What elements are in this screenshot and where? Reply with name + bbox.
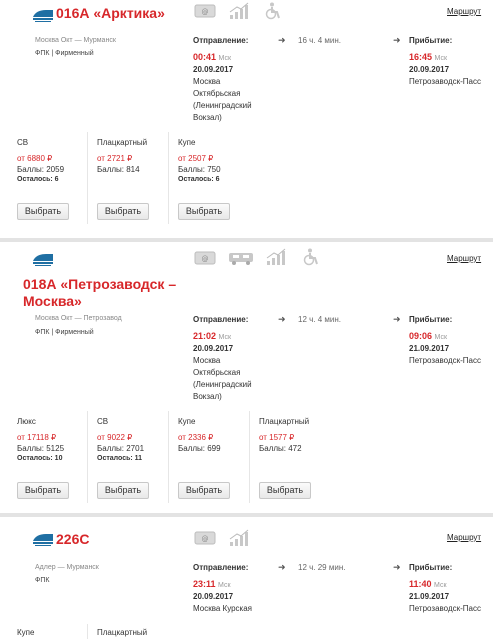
- seats-left: Осталось: 6: [178, 176, 220, 183]
- card-separator: [0, 513, 493, 517]
- class-points: Баллы: 699: [178, 444, 221, 453]
- train-number[interactable]: 016А «Арктика»: [56, 5, 165, 21]
- departure-time: 00:41 Мск: [193, 52, 232, 62]
- arrow-icon: ➜: [393, 35, 401, 45]
- class-name: СВ: [97, 417, 109, 426]
- departure-date: 20.09.2017: [193, 344, 234, 353]
- select-button[interactable]: Выбрать: [17, 482, 69, 499]
- travel-duration: 12 ч. 4 мин.: [298, 315, 342, 324]
- class-name: Плацкартный: [97, 628, 148, 637]
- train-icon: [32, 531, 54, 547]
- train-number[interactable]: 018А «Петрозаводск – Москва»: [23, 276, 177, 309]
- class-lux: [17, 417, 92, 462]
- train-number[interactable]: 226С: [56, 531, 90, 547]
- travel-duration: 12 ч. 29 мин.: [298, 563, 346, 572]
- arrival-station: Петрозаводск-Пасс: [409, 604, 481, 613]
- route-link[interactable]: Маршрут: [447, 7, 482, 16]
- arrow-icon: ➜: [278, 562, 286, 572]
- arrow-icon: ➜: [393, 562, 401, 572]
- departure-time: 21:02 Мск: [193, 331, 232, 341]
- class-price: от 2336 ₽: [178, 433, 214, 442]
- class-points: Баллы: 750: [178, 165, 221, 174]
- departure-label: Отправление:: [193, 315, 249, 324]
- class-sv: [17, 138, 92, 183]
- train-card: [0, 518, 493, 639]
- class-price: от 2507 ₽: [178, 154, 214, 163]
- class-name: Люкс: [17, 417, 36, 426]
- class-price: от 6880 ₽: [17, 154, 53, 163]
- select-button[interactable]: Выбрать: [97, 203, 149, 220]
- arrival-date: 21.09.2017: [409, 344, 450, 353]
- class-points: Баллы: 814: [97, 165, 140, 174]
- arrival-time: 11:40 Мск: [409, 579, 447, 589]
- class-sv: [97, 417, 172, 462]
- train-route: Адлер — Мурманск: [35, 564, 99, 571]
- train-route: Москва Окт — Мурманск: [35, 37, 116, 44]
- class-kupe: [178, 138, 253, 183]
- car-icon: [228, 250, 254, 268]
- arrival-date: 20.09.2017: [409, 65, 450, 74]
- arrival-date: 21.09.2017: [409, 592, 450, 601]
- train-icon: [32, 7, 54, 23]
- class-kupe: [178, 417, 253, 453]
- train-route: Москва Окт — Петрозавод: [35, 315, 122, 322]
- arrival-label: Прибытие:: [409, 563, 453, 572]
- train-carrier: ФПК | Фирменный: [35, 50, 94, 57]
- class-name: Плацкартный: [97, 138, 148, 147]
- wheelchair-icon: [264, 2, 282, 20]
- class-price: от 9022 ₽: [97, 433, 133, 442]
- ticket-icon: [194, 3, 216, 21]
- select-button[interactable]: Выбрать: [259, 482, 311, 499]
- class-name: Купе: [178, 138, 196, 147]
- arrival-time: 09:06 Мск: [409, 331, 448, 341]
- departure-time: 23:11 Мск: [193, 579, 231, 589]
- class-name: Плацкартный: [259, 417, 310, 426]
- class-name: Купе: [178, 417, 196, 426]
- departure-station: Москва Курская: [193, 604, 253, 613]
- chart-icon: [229, 2, 249, 20]
- train-icon: [32, 251, 54, 267]
- arrival-label: Прибытие:: [409, 36, 453, 45]
- train-card: [0, 0, 493, 238]
- class-price: от 1577 ₽: [259, 433, 295, 442]
- departure-label: Отправление:: [193, 563, 249, 572]
- card-separator: [0, 238, 493, 242]
- class-name: Купе: [17, 628, 35, 637]
- departure-station: Москва Октябрьская (Ленинградский Вокзал): [193, 77, 252, 122]
- chart-icon: [229, 529, 249, 547]
- class-kupe: [17, 628, 92, 639]
- svg-text:@: @: [201, 535, 209, 543]
- select-button[interactable]: Выбрать: [97, 482, 149, 499]
- arrival-label: Прибытие:: [409, 315, 453, 324]
- travel-duration: 16 ч. 4 мин.: [298, 36, 342, 45]
- arrival-time: 16:45 Мск: [409, 52, 448, 62]
- ticket-icon: [194, 530, 216, 548]
- class-points: Баллы: 2701: [97, 444, 145, 453]
- departure-date: 20.09.2017: [193, 592, 234, 601]
- class-price: от 2721 ₽: [97, 154, 133, 163]
- select-button[interactable]: Выбрать: [178, 203, 230, 220]
- select-button[interactable]: Выбрать: [178, 482, 230, 499]
- class-platskart: [259, 417, 334, 453]
- svg-text:@: @: [201, 255, 209, 263]
- train-card: [0, 243, 493, 513]
- class-platskart: [97, 138, 172, 174]
- seats-left: Осталось: 6: [17, 176, 59, 183]
- chart-icon: [266, 248, 286, 266]
- wheelchair-icon: [302, 248, 320, 266]
- departure-label: Отправление:: [193, 36, 249, 45]
- seats-left: Осталось: 11: [97, 455, 143, 462]
- class-points: Баллы: 2059: [17, 165, 65, 174]
- arrow-icon: ➜: [278, 35, 286, 45]
- class-platskart: [97, 628, 172, 639]
- select-button[interactable]: Выбрать: [17, 203, 69, 220]
- svg-text:@: @: [201, 8, 209, 16]
- arrow-icon: ➜: [278, 314, 286, 324]
- ticket-icon: [194, 250, 216, 268]
- train-carrier: ФПК | Фирменный: [35, 329, 94, 336]
- train-carrier: ФПК: [35, 577, 50, 584]
- route-link[interactable]: Маршрут: [447, 254, 482, 263]
- arrival-station: Петрозаводск-Пасс: [409, 77, 481, 86]
- class-price: от 17118 ₽: [17, 433, 57, 442]
- class-points: Баллы: 472: [259, 444, 302, 453]
- class-name: СВ: [17, 138, 29, 147]
- seats-left: Осталось: 10: [17, 455, 63, 462]
- departure-date: 20.09.2017: [193, 65, 234, 74]
- arrival-station: Петрозаводск-Пасс: [409, 356, 481, 365]
- class-points: Баллы: 5125: [17, 444, 65, 453]
- arrow-icon: ➜: [393, 314, 401, 324]
- route-link[interactable]: Маршрут: [447, 533, 482, 542]
- departure-station: Москва Октябрьская (Ленинградский Вокзал): [193, 356, 252, 401]
